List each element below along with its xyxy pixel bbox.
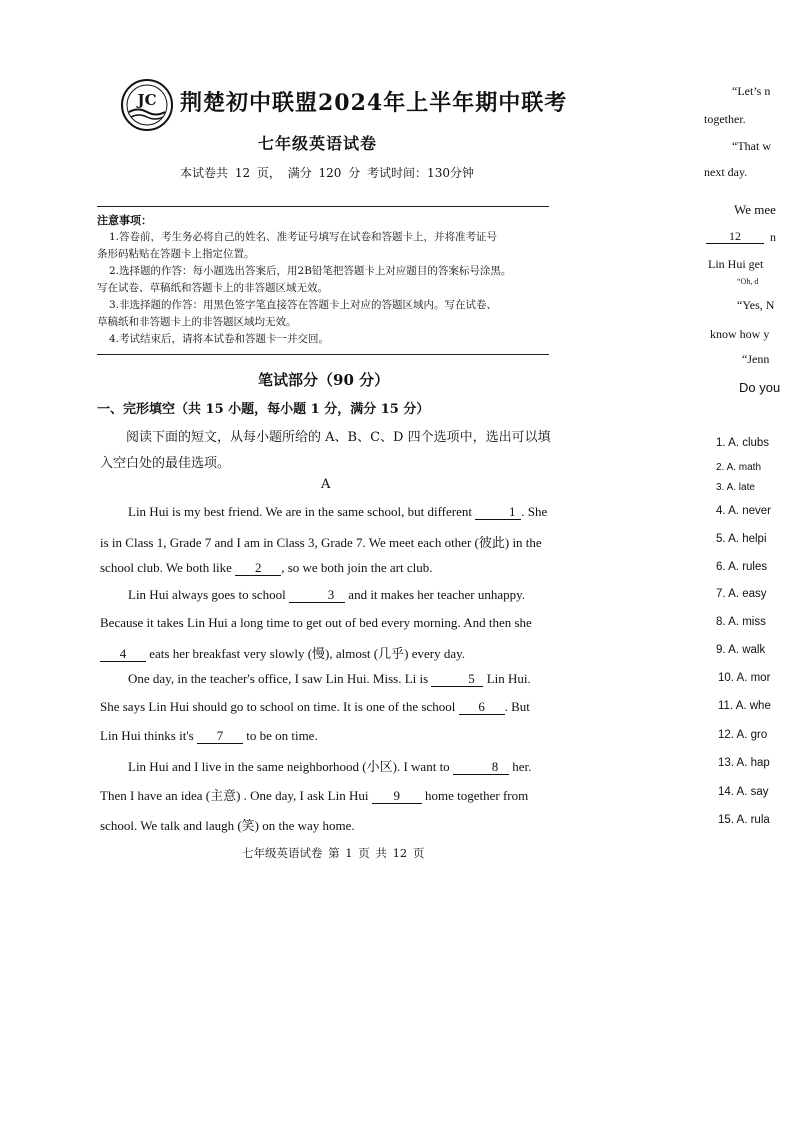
right-page-line: n [770, 230, 776, 244]
blank-7[interactable]: 7 [197, 729, 243, 744]
notice-line: 条形码粘贴在答题卡上指定位置。 [97, 248, 255, 260]
passage-text: to be on time. [242, 728, 318, 743]
right-page-line: together. [704, 112, 746, 126]
passage-line [100, 615, 532, 631]
right-page-line: “That w [732, 139, 771, 153]
right-page-line: “Yes, N [737, 298, 775, 312]
option-row-2: 2. A. math [716, 462, 762, 473]
option-row-5: 5. A. helpi [716, 533, 767, 545]
passage-text: . But [504, 699, 530, 714]
blank-3[interactable]: 3 [289, 588, 345, 603]
passage-text: her. [508, 759, 532, 774]
passage-line [100, 699, 530, 715]
passage-text: Lin Hui thinks it's [100, 728, 197, 743]
notice-line: 写在试卷、草稿纸和答题卡上的非答题区域无效。 [97, 282, 328, 294]
passage-line [100, 756, 531, 775]
passage-line [100, 587, 525, 603]
blank-6[interactable]: 6 [459, 700, 505, 715]
blank-1[interactable]: 1 [475, 505, 521, 520]
blank-4[interactable]: 4 [100, 647, 146, 662]
passage-text: Lin Hui. [483, 671, 531, 686]
option-row-9: 9. A. walk [716, 644, 766, 656]
passage-text: eats her breakfast very slowly (慢), almost (几乎) every day. [146, 646, 465, 661]
passage-text: is in Class 1, Grade 7 and I am in Class 3, Grade 7. We meet each other (彼此) in the [100, 535, 542, 550]
passage-text: Then I have an idea (主意) . One day, I ask Lin Hui [100, 788, 372, 803]
option-row-14: 14. A. say [718, 786, 769, 798]
notice-line: 2.选择题的作答：每小题选出答案后，用2B铅笔把答题卡上对应题目的答案标号涂黑。 [109, 265, 512, 277]
notice-heading: 注意事项： [97, 214, 152, 227]
right-blank-12[interactable]: 12 [706, 230, 764, 244]
paper-info: 本试卷共 12 页， 满分 120 分 考试时间：130分钟 [180, 166, 474, 180]
exam-logo [120, 78, 174, 132]
passage-text: and it makes her teacher unhappy. [345, 587, 526, 602]
divider-top [97, 206, 549, 207]
logo-emblem-icon [120, 78, 174, 132]
passage-text: home together from [421, 788, 529, 803]
logo-text: JC [137, 91, 157, 109]
notice-line: 4.考试结束后，请将本试卷和答题卡一并交回。 [109, 333, 330, 345]
right-page-line: next day. [704, 165, 748, 179]
notice-line: 3.非选择题的作答：用黑色签字笔直接答在答题卡上对应的答题区域内。写在试卷、 [109, 299, 498, 311]
option-row-13: 13. A. hap [718, 757, 770, 769]
right-page-line: Do you [739, 380, 781, 395]
part-title: 笔试部分（90 分） [258, 371, 390, 389]
blank-8[interactable]: 8 [453, 760, 509, 775]
notice-line: 1.答卷前，考生务必将自己的姓名、准考证号填写在试卷和答题卡上，并将准考证号 [109, 231, 498, 243]
option-row-10: 10. A. mor [718, 672, 771, 684]
passage-text: Lin Hui always goes to school [128, 587, 290, 602]
option-row-1: 1. A. clubs [716, 437, 770, 449]
option-row-6: 6. A. rules [716, 561, 768, 573]
passage-label: A [321, 477, 331, 492]
right-page-line: “Jenn [742, 352, 770, 366]
passage-text: One day, in the teacher's office, I saw Lin Hui. Miss. Li is [128, 671, 432, 686]
passage-line [100, 532, 542, 551]
right-page-line: “Let’s n [732, 84, 771, 98]
passage-line [100, 504, 547, 520]
option-row-11: 11. A. whe [718, 700, 771, 712]
instruction-line: 入空白处的最佳选项。 [100, 456, 231, 471]
blank-2[interactable]: 2 [235, 561, 281, 576]
paper-title: 七年级英语试卷 [258, 134, 378, 153]
blank-9[interactable]: 9 [372, 789, 422, 804]
passage-line [100, 671, 531, 687]
passage-line [100, 815, 355, 834]
passage-line [100, 785, 528, 804]
option-row-7: 7. A. easy [716, 588, 767, 600]
passage-text: Lin Hui is my best friend. We are in the same school, but different [128, 504, 476, 519]
passage-line [100, 560, 432, 576]
option-row-8: 8. A. miss [716, 616, 766, 628]
page-footer: 七年级英语试卷 第 1 页 共 12 页 [242, 846, 425, 860]
option-row-12: 12. A. gro [718, 729, 768, 741]
passage-line [100, 728, 318, 744]
passage-text: Because it takes Lin Hui a long time to get out of bed every morning. And then she [100, 615, 532, 630]
right-page-line: Lin Hui get [708, 257, 764, 271]
passage-text: Lin Hui and I live in the same neighborhood (小区). I want to [128, 759, 453, 774]
passage-text: , so we both join the art club. [281, 560, 433, 575]
passage-text: school club. We both like [100, 560, 236, 575]
option-row-15: 15. A. rula [718, 814, 770, 826]
option-row-3: 3. A. late [716, 482, 755, 493]
exam-title: 荆楚初中联盟2024年上半年期中联考 [180, 90, 568, 116]
passage-text: school. We talk and laugh (笑) on the way home. [100, 818, 355, 833]
passage-line [100, 643, 465, 662]
right-page-line: We mee [734, 202, 776, 217]
notice-line: 草稿纸和非答题卡上的非答题区域均无效。 [97, 316, 297, 328]
divider-bottom [97, 354, 549, 355]
passage-text: . She [521, 504, 548, 519]
right-page-line: know how y [710, 327, 770, 341]
instruction-line: 阅读下面的短文，从每小题所给的 A、B、C、D 四个选项中，选出可以填 [126, 430, 551, 445]
passage-text: She says Lin Hui should go to school on time. It is one of the school [100, 699, 459, 714]
right-page-line: “Oh, d [737, 277, 759, 286]
blank-5[interactable]: 5 [431, 672, 483, 687]
option-row-4: 4. A. never [716, 505, 771, 517]
section-title: 一、完形填空（共 15 小题，每小题 1 分，满分 15 分） [97, 402, 430, 417]
